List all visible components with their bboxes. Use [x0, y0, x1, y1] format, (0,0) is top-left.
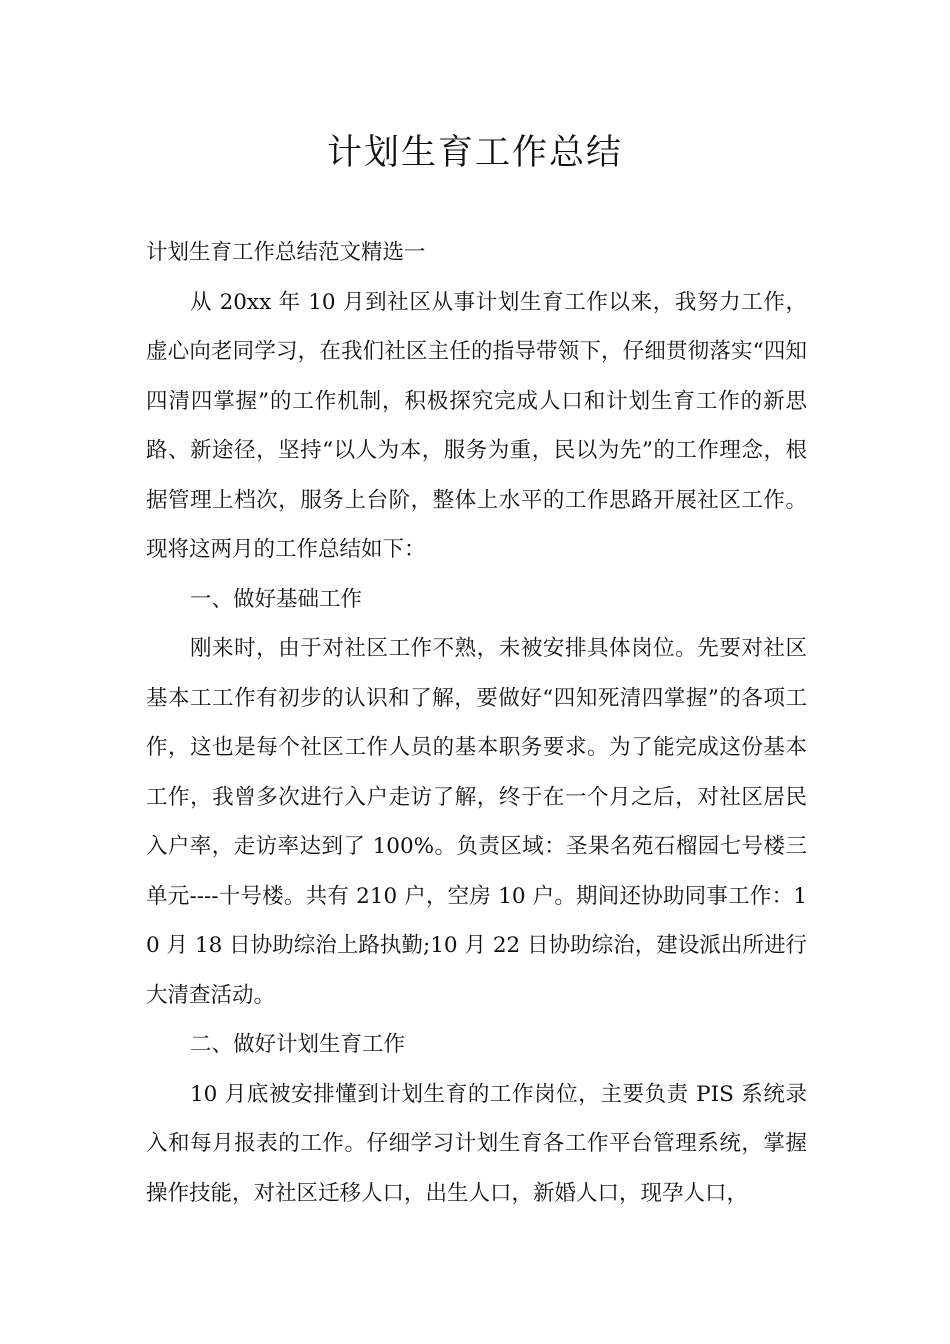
paragraph-intro: 从 20xx 年 10 月到社区从事计划生育工作以来，我努力工作，虚心向老同学习，在我们社区主任的指导带领下，仔细贯彻落实“四知四清四掌握”的工作机制，积极探究完成人口和计划生育工作的新思路、新途径，坚持“以人为本，服务为重，民以为先”的工作理念，根据管理上档次，服务上台阶，整体上水平的工作思路开展社区工作。现将这两月的工作总结如下： [146, 289, 807, 562]
document-subtitle: 计划生育工作总结范文精选一 [146, 240, 426, 265]
document-body [146, 228, 807, 1218]
document-title: 计划生育工作总结 [326, 133, 623, 173]
paragraph-family-planning: 10 月底被安排懂到计划生育的工作岗位，主要负责 PIS 系统录入和每月报表的工作。仔细学习计划生育各工作平台管理系统，掌握操作技能，对社区迁移人口，出生人口，新婚人口，现孕人口， [146, 1081, 807, 1206]
paragraph-basic-work: 刚来时，由于对社区工作不熟，未被安排具体岗位。先要对社区基本工工作有初步的认识和了解，要做好“四知死清四掌握”的各项工作，这也是每个社区工作人员的基本职务要求。为了能完成这份基本工作，我曾多次进行入户走访了解，终于在一个月之后，对社区居民入户率，走访率达到了 100%。负责区域：圣果名苑石榴园七号楼三单元----十号楼。共有 210 户，空房 10 户。期间还协助同事工作：10 月 18 日协助综治上路执勤;10 月 22 日协助综治，建设派出所进行大清查活动。 [146, 636, 807, 1008]
section-heading-basic-work: 一、做好基础工作 [190, 586, 363, 612]
section-heading-family-planning: 二、做好计划生育工作 [190, 1032, 406, 1057]
